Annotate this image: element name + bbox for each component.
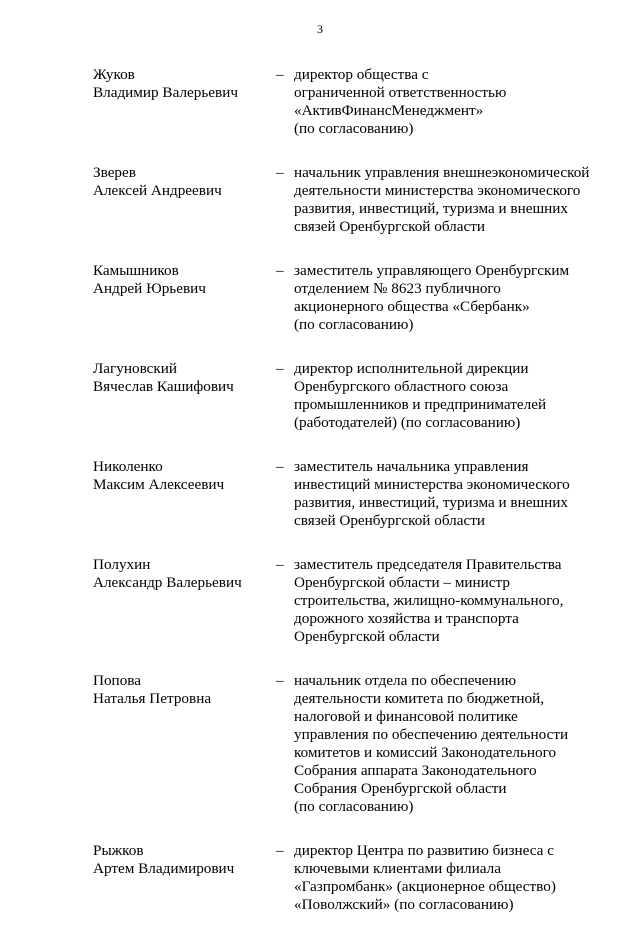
member-name	[93, 458, 263, 494]
member-given-names: Артем Владимирович	[93, 860, 235, 877]
member-position	[294, 262, 594, 334]
position-line: отделением № 8623 публичного	[294, 280, 501, 297]
dash-separator: –	[276, 458, 284, 475]
position-line: налоговой и финансовой политике	[294, 708, 518, 725]
position-line: связей Оренбургской области	[294, 218, 485, 235]
member-entry-popova	[0, 672, 640, 816]
position-line: ключевыми клиентами филиала	[294, 860, 501, 877]
position-line: Собрания аппарата Законодательного	[294, 762, 537, 779]
member-name	[93, 556, 263, 592]
dash-separator: –	[276, 842, 284, 859]
member-surname: Камышников	[93, 262, 179, 279]
position-line: «АктивФинансМенеджмент»	[294, 102, 484, 119]
position-line: управления по обеспечению деятельности	[294, 726, 569, 743]
page-number: 3	[317, 22, 323, 36]
position-line: «Газпромбанк» (акционерное общество)	[294, 878, 556, 895]
position-line: заместитель председателя Правительства	[294, 556, 562, 573]
member-given-names: Александр Валерьевич	[93, 574, 242, 591]
position-line: строительства, жилищно-коммунального,	[294, 592, 564, 609]
dash-separator: –	[276, 360, 284, 377]
position-line: заместитель управляющего Оренбургским	[294, 262, 570, 279]
position-line: Собрания Оренбургской области	[294, 780, 507, 797]
position-line: промышленников и предпринимателей	[294, 396, 547, 413]
position-line: связей Оренбургской области	[294, 512, 485, 529]
position-line: комитетов и комиссий Законодательного	[294, 744, 557, 761]
position-line: дорожного хозяйства и транспорта	[294, 610, 519, 627]
member-position	[294, 556, 594, 646]
member-surname: Рыжков	[93, 842, 144, 859]
member-name	[93, 66, 263, 102]
member-entry-ryzhkov	[0, 842, 640, 914]
member-surname: Зверев	[93, 164, 136, 181]
member-name	[93, 360, 263, 396]
position-line: Оренбургского областного союза	[294, 378, 509, 395]
position-line: (по согласованию)	[294, 316, 414, 333]
position-line: «Поволжский» (по согласованию)	[294, 896, 514, 913]
position-line: развития, инвестиций, туризма и внешних	[294, 200, 569, 217]
position-line: директор исполнительной дирекции	[294, 360, 529, 377]
position-line: директор Центра по развитию бизнеса с	[294, 842, 554, 859]
member-name	[93, 672, 263, 708]
position-line: начальник отдела по обеспечению	[294, 672, 517, 689]
member-position	[294, 842, 594, 914]
dash-separator: –	[276, 262, 284, 279]
dash-separator: –	[276, 164, 284, 181]
member-name	[93, 164, 263, 200]
member-entry-zverev	[0, 164, 640, 236]
position-line: деятельности комитета по бюджетной,	[294, 690, 544, 707]
member-given-names: Алексей Андреевич	[93, 182, 222, 199]
position-line: Оренбургской области – министр	[294, 574, 510, 591]
position-line: (работодателей) (по согласованию)	[294, 414, 521, 431]
position-line: акционерного общества «Сбербанк»	[294, 298, 530, 315]
position-line: ограниченной ответственностью	[294, 84, 507, 101]
member-name	[93, 842, 263, 878]
member-entry-nikolenko	[0, 458, 640, 530]
member-name	[93, 262, 263, 298]
member-position	[294, 360, 594, 432]
position-line: (по согласованию)	[294, 798, 414, 815]
member-position	[294, 164, 594, 236]
member-entry-zhukov	[0, 66, 640, 138]
member-given-names: Максим Алексеевич	[93, 476, 225, 493]
member-entry-kamyshnikov	[0, 262, 640, 334]
member-roster	[0, 66, 640, 940]
member-position	[294, 458, 594, 530]
dash-separator: –	[276, 672, 284, 689]
member-surname: Николенко	[93, 458, 163, 475]
dash-separator: –	[276, 556, 284, 573]
member-given-names: Владимир Валерьевич	[93, 84, 238, 101]
position-line: Оренбургской области	[294, 628, 440, 645]
member-entry-lagunovsky	[0, 360, 640, 432]
dash-separator: –	[276, 66, 284, 83]
position-line: инвестиций министерства экономического	[294, 476, 570, 493]
member-given-names: Андрей Юрьевич	[93, 280, 206, 297]
position-line: (по согласованию)	[294, 120, 414, 137]
member-position	[294, 672, 594, 816]
position-line: начальник управления внешнеэкономической	[294, 164, 590, 181]
member-surname: Полухин	[93, 556, 151, 573]
position-line: директор общества с	[294, 66, 429, 83]
member-position	[294, 66, 594, 138]
position-line: заместитель начальника управления	[294, 458, 529, 475]
member-surname: Жуков	[93, 66, 135, 83]
position-line: деятельности министерства экономического	[294, 182, 581, 199]
member-given-names: Вячеслав Кашифович	[93, 378, 234, 395]
member-given-names: Наталья Петровна	[93, 690, 212, 707]
position-line: развития, инвестиций, туризма и внешних	[294, 494, 569, 511]
member-surname: Лагуновский	[93, 360, 178, 377]
member-entry-polukhin	[0, 556, 640, 646]
member-surname: Попова	[93, 672, 141, 689]
